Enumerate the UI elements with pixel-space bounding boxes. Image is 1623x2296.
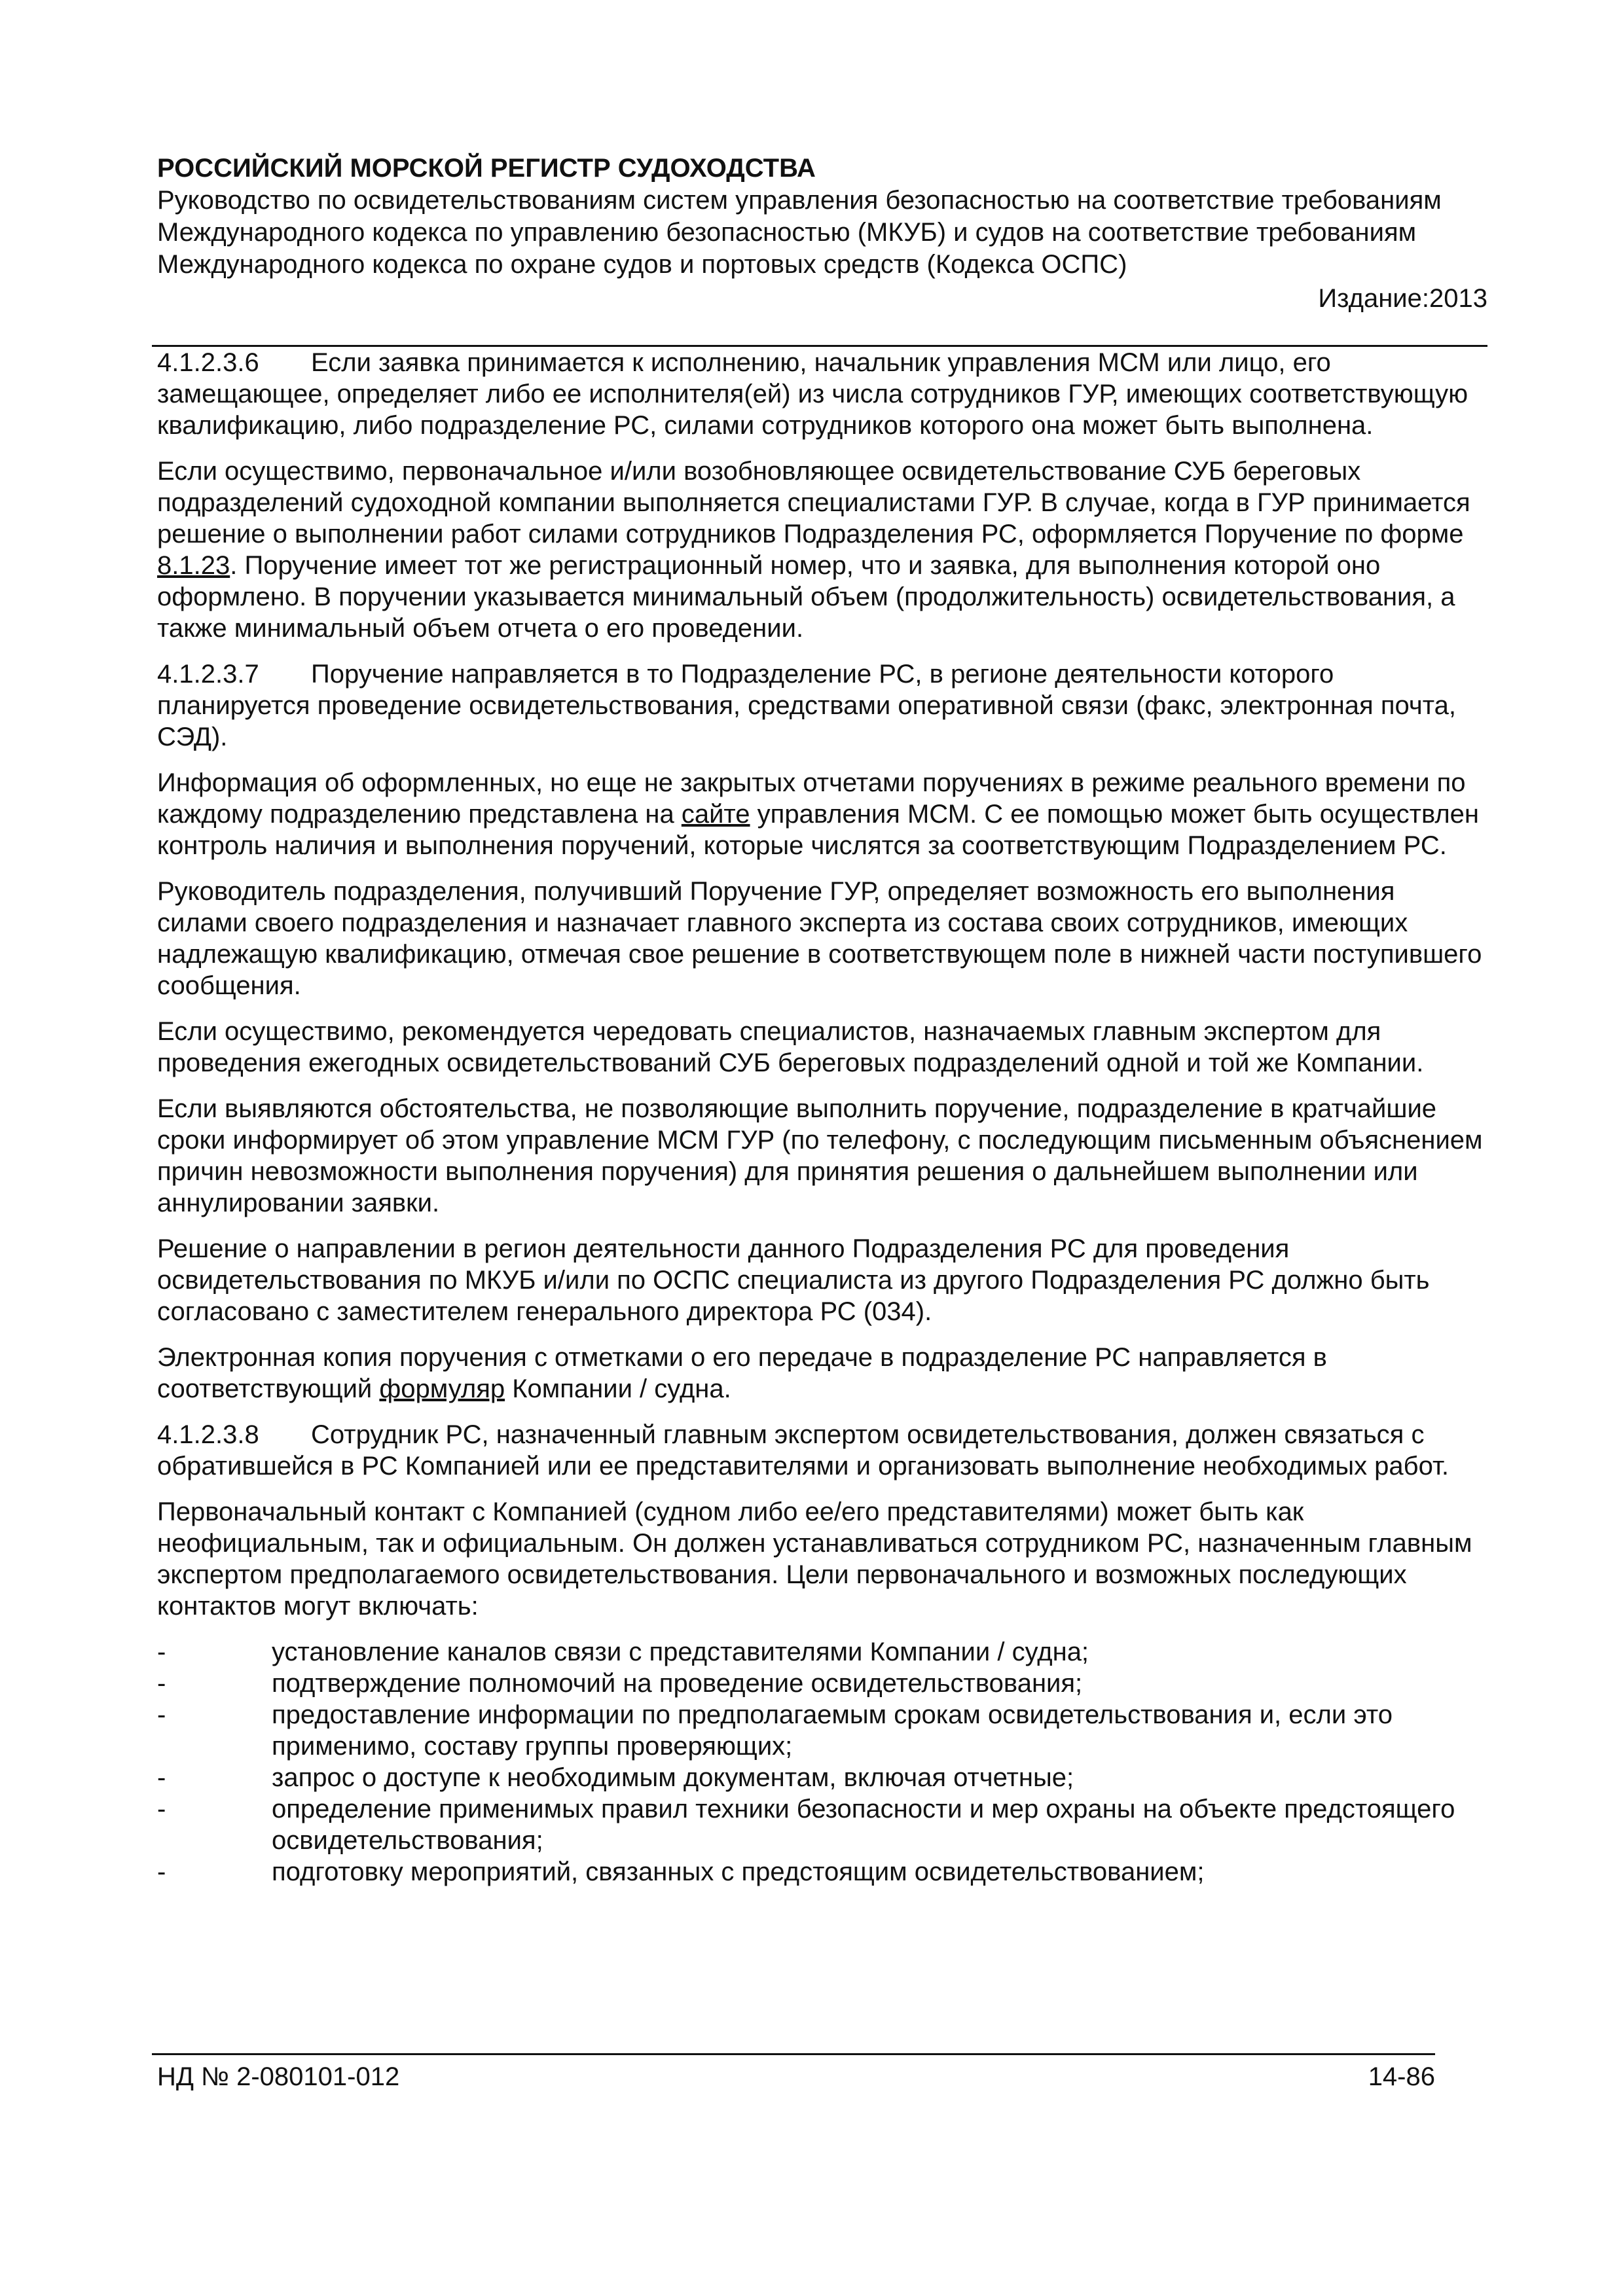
organization-title: РОССИЙСКИЙ МОРСКОЙ РЕГИСТР СУДОХОДСТВА	[157, 154, 816, 183]
list-item	[157, 1699, 1487, 1762]
bullet-dash: -	[157, 1763, 166, 1792]
footer-divider	[152, 2053, 1435, 2055]
list-item	[157, 1636, 1487, 1668]
list-item-text: определение применимых правил техники безопасности и мер охраны на объекте предстоящего освидетельствования;	[272, 1795, 1455, 1855]
page-header	[157, 152, 1487, 315]
clause-number: 4.1.2.3.6	[157, 348, 259, 377]
bullet-dash: -	[157, 1857, 166, 1886]
clause-number: 4.1.2.3.7	[157, 660, 259, 689]
bullet-dash: -	[157, 1669, 166, 1698]
paragraph-text: . Поручение имеет тот же регистрационный номер, что и заявка, для выполнения которой оно оформлено. В поручении указывается минимальный объем (продолжительность) освидетельствования, а также минимальный объем отчета о его проведении.	[157, 551, 1455, 643]
document-body	[157, 347, 1487, 1888]
contact-goals-list	[157, 1636, 1487, 1888]
form-8-1-23-link[interactable]: 8.1.23	[157, 551, 230, 580]
list-item-text: установление каналов связи с представителями Компании / судна;	[272, 1638, 1089, 1666]
bullet-dash: -	[157, 1795, 166, 1823]
paragraph-circumstances: Если выявляются обстоятельства, не позволяющие выполнить поручение, подразделение в кратчайшие сроки информирует об этом управление МСМ ГУР (по телефону, с последующим письменным объяснением причин невозможности выполнения поручения) для принятия решения о дальнейшем выполнении или аннулировании заявки.	[157, 1094, 1483, 1217]
page-number: 14-86	[1368, 2062, 1435, 2091]
site-link[interactable]: сайте	[681, 800, 750, 829]
list-item	[157, 1762, 1487, 1793]
list-item-text: подтверждение полномочий на проведение освидетельствования;	[272, 1669, 1083, 1698]
paragraph-rotation: Если осуществимо, рекомендуется чередовать специалистов, назначаемых главным экспертом для проведения ежегодных освидетельствований СУБ береговых подразделений одной и той же Компании.	[157, 1017, 1424, 1077]
list-item	[157, 1668, 1487, 1699]
paragraph-orders-info	[157, 767, 1487, 861]
clause-4-1-2-3-7	[157, 658, 1487, 753]
list-item-text: предоставление информации по предполагаемым срокам освидетельствования и, если это применимо, составу группы проверяющих;	[272, 1700, 1393, 1761]
clause-text: Если заявка принимается к исполнению, начальник управления МСМ или лицо, его замещающее, определяет либо ее исполнителя(ей) из числа сотрудников ГУР, имеющих соответствующую квалификацию, либо подразделение РС, силами сотрудников которого она может быть выполнена.	[157, 348, 1468, 440]
paragraph-division-head: Руководитель подразделения, получивший Поручение ГУР, определяет возможность его выполнения силами своего подразделения и назначает главного эксперта из состава своих сотрудников, имеющих надлежащую квалификацию, отмечая свое решение в соответствующем поле в нижней части поступившего сообщения.	[157, 877, 1482, 1000]
paragraph-region-decision: Решение о направлении в регион деятельности данного Подразделения РС для проведения освидетельствования по МКУБ и/или по ОСПС специалиста из другого Подразделения РС должно быть согласовано с заместителем генерального директора РС (034).	[157, 1234, 1430, 1326]
paragraph-order-form	[157, 456, 1487, 644]
paragraph-text: Компании / судна.	[505, 1374, 731, 1403]
document-title: Руководство по освидетельствованиям систем управления безопасностью на соответствие требованиям Международного кодекса по управлению безопасностью (МКУБ) и судов на соответствие требованиям Международного кодекса по охране судов и портовых средств (Кодекса ОСПС)	[157, 186, 1442, 279]
paragraph-initial-contact: Первоначальный контакт с Компанией (судном либо ее/его представителями) может быть как неофициальным, так и официальным. Он должен устанавливаться сотрудником РС, назначенным главным экспертом предполагаемого освидетельствования. Цели первоначального и возможных последующих контактов могут включать:	[157, 1498, 1472, 1621]
edition-label: Издание:2013	[1318, 284, 1487, 313]
bullet-dash: -	[157, 1638, 166, 1666]
list-item-text: подготовку мероприятий, связанных с предстоящим освидетельствованием;	[272, 1857, 1205, 1886]
paragraph-text: Информация об оформленных, но еще не закрытых отчетами поручениях в режиме реального времени по каждому подразделению представлена на	[157, 768, 1466, 829]
clause-number: 4.1.2.3.8	[157, 1420, 259, 1449]
list-item	[157, 1793, 1487, 1856]
paragraph-electronic-copy	[157, 1342, 1487, 1405]
paragraph-text: Если осуществимо, первоначальное и/или возобновляющее освидетельствование СУБ береговых подразделений судоходной компании выполняется специалистами ГУР. В случае, когда в ГУР принимается решение о выполнении работ силами сотрудников Подразделения РС, оформляется Поручение по форме	[157, 457, 1470, 548]
bullet-dash: -	[157, 1700, 166, 1729]
clause-text: Сотрудник РС, назначенный главным экспертом освидетельствования, должен связаться с обратившейся в РС Компанией или ее представителями и организовать выполнение необходимых работ.	[157, 1420, 1449, 1480]
clause-4-1-2-3-6	[157, 347, 1487, 441]
page-footer	[157, 2060, 1435, 2093]
clause-4-1-2-3-8	[157, 1419, 1487, 1482]
paragraph-text: Электронная копия поручения с отметками о его передаче в подразделение РС направляется в соответствующий	[157, 1343, 1327, 1403]
paragraph-text: управления МСМ. С ее помощью может быть осуществлен контроль наличия и выполнения поручений, которые числятся за соответствующим Подразделением РС.	[157, 800, 1479, 860]
formular-link[interactable]: формуляр	[379, 1374, 505, 1403]
list-item-text: запрос о доступе к необходимым документам, включая отчетные;	[272, 1763, 1074, 1792]
document-number: НД № 2-080101-012	[157, 2062, 400, 2091]
list-item	[157, 1856, 1487, 1888]
clause-text: Поручение направляется в то Подразделение РС, в регионе деятельности которого планируется проведение освидетельствования, средствами оперативной связи (факс, электронная почта, СЭД).	[157, 660, 1456, 751]
